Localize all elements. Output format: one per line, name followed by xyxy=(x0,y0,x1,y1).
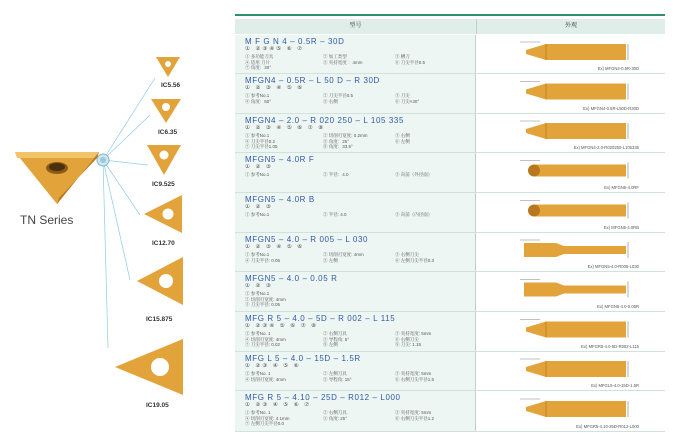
description-item: ⑥ 左侧 xyxy=(395,138,410,144)
description-item: ④ 切削刃宽度: 4mm xyxy=(245,376,286,382)
table-row xyxy=(235,272,665,311)
model-code: MFGN4 – 2.0 – R 020 250 – L 105 335 xyxy=(245,116,405,125)
insert-label-ic19-05: IC19.05 xyxy=(146,402,169,409)
description-item: ③ 刀尖 xyxy=(395,93,410,98)
tool-drawing xyxy=(516,393,636,425)
insert-ic19-05-image xyxy=(114,338,184,396)
description-item: ③ 夹持宽度: 5mm xyxy=(395,331,432,336)
description-item: ② 左侧刀具 xyxy=(323,371,347,376)
header-model: 型号 xyxy=(235,19,477,34)
insert-label-ic12-70: IC12.70 xyxy=(152,240,175,247)
appearance-cell xyxy=(476,352,665,390)
description-item: ③ 向前（内径面） xyxy=(395,212,433,217)
row-divider xyxy=(235,431,665,432)
appearance-cell xyxy=(476,74,665,113)
insert-label-ic6-35: IC6.35 xyxy=(158,129,178,136)
description-item: ② 切削刃宽度: 4mm xyxy=(323,252,364,257)
description-item: ① 参考No.1 xyxy=(245,172,270,177)
description-item: ⑥ 右侧刀尖 xyxy=(395,336,419,342)
code-position-numbers: ① ② ③ xyxy=(245,164,273,170)
appearance-cell xyxy=(476,193,665,232)
table-row xyxy=(235,74,665,113)
code-description xyxy=(245,410,470,427)
description-item: ② 加工类型 xyxy=(323,54,347,59)
description-item: ⑧ 左侧 xyxy=(323,342,338,348)
table-header xyxy=(235,19,665,34)
description-item: ② 刀尖半径0.5 xyxy=(323,93,354,98)
tool-drawing xyxy=(516,116,636,146)
description-item: ⑤ 角度：25° xyxy=(323,138,350,144)
model-cell xyxy=(235,272,476,311)
tool-drawing xyxy=(516,195,636,226)
description-item: ⑤ 角度: 25° xyxy=(323,415,348,421)
description-item: ⑦ 角度：30° xyxy=(245,65,272,71)
insert-label-ic9-525: IC9.525 xyxy=(152,181,175,188)
description-item: ④ 刀尖半径: 0.05 xyxy=(245,257,281,263)
tool-drawing xyxy=(516,235,636,265)
insert-label-ic5-56: IC5.56 xyxy=(161,82,181,89)
code-position-numbers: ① ② ③ ④ ⑤ ⑥ xyxy=(245,85,305,91)
model-code: M F G N 4 – 0.5R – 30D xyxy=(245,37,345,46)
code-description xyxy=(245,93,470,104)
model-cell xyxy=(235,114,476,152)
description-item: ① 多功能刀具 xyxy=(245,54,274,59)
example-code: Ex) MFGN5-4.0-R005-L030 xyxy=(587,264,639,269)
description-item: ③ 向前（外径面） xyxy=(395,172,433,177)
description-item: ⑦ 刀尖半径1.05 xyxy=(245,144,278,150)
code-description xyxy=(245,133,470,150)
code-position-numbers: ① ② ③ ④ ⑤ ⑥ ⑦ ⑧ xyxy=(245,125,326,131)
description-item: ⑨ 刀尖: 1.15 xyxy=(395,342,422,348)
description-item: ① 参考No.1 xyxy=(245,212,270,217)
model-code: MFG R 5 – 4.0 – 5D – R 002 – L 115 xyxy=(245,314,396,323)
model-cell xyxy=(235,312,476,351)
description-item: ⑥ 左侧刀尖半径0.3 xyxy=(395,257,435,263)
description-item: ② 半径：4.0 xyxy=(323,172,349,177)
description-item: ① 参考No.1 xyxy=(245,291,270,296)
description-item: ① 参考No.1 xyxy=(245,252,270,257)
example-code: Ex) MFGN5-4.0RB xyxy=(603,225,639,230)
description-item: ③ 夹持宽度: 5mm xyxy=(395,410,432,415)
insert-ic12-70-image xyxy=(143,194,183,234)
tool-drawing xyxy=(516,354,636,384)
example-code: Ex) MFGN4-0.5R-L50D-R30D xyxy=(583,106,639,111)
model-cell xyxy=(235,153,476,192)
tool-drawing xyxy=(516,76,636,107)
example-code: Ex) MFGR5-4.10-25D-R012-L000 xyxy=(576,424,639,429)
table-row xyxy=(235,233,665,271)
table-row xyxy=(235,391,665,431)
appearance-cell xyxy=(476,272,665,311)
description-item: ⑥ 右侧刀尖半径1.2 xyxy=(395,415,435,421)
insert-label-ic15-875: IC15.875 xyxy=(146,316,173,323)
model-cell xyxy=(235,391,476,431)
code-position-numbers: ① ②③ ④ ⑤ ⑥ ⑦ xyxy=(245,402,312,408)
model-cell xyxy=(235,74,476,113)
model-cell xyxy=(235,233,476,271)
description-item: ③ 右侧 xyxy=(395,133,410,138)
model-cell xyxy=(235,352,476,390)
description-item: ③ 右侧刀尖 xyxy=(395,252,419,257)
model-code: MFGN4 – 0.5R – L 50 D – R 30D xyxy=(245,76,380,85)
code-position-numbers: ① ② ③ ④ ⑤ ⑥ xyxy=(245,244,305,250)
insert-ic15-875-image xyxy=(136,256,184,306)
insert-ic9-525-image xyxy=(146,144,182,176)
description-item: ⑥ 刀尖半径0.5 xyxy=(395,59,426,65)
description-item: ⑦ 刀尖半径: 0.02 xyxy=(245,342,281,348)
description-item: ⑤ 左侧 xyxy=(323,257,338,263)
model-code: MFGN5 – 4.0 – R 005 – L 030 xyxy=(245,235,369,244)
model-code: MFGN5 – 4.0R B xyxy=(245,195,315,204)
appearance-cell xyxy=(476,35,665,73)
code-description xyxy=(245,291,470,308)
table-row xyxy=(235,153,665,192)
appearance-cell xyxy=(476,391,665,431)
table-row xyxy=(235,193,665,232)
description-item: ④ 角度：50° xyxy=(245,98,272,104)
description-item: ① 参考No.1 xyxy=(245,133,270,138)
model-cell xyxy=(235,35,476,73)
model-cell xyxy=(235,193,476,232)
code-position-numbers: ① ②③④ ⑤ ⑥ ⑦ ⑧ xyxy=(245,323,319,329)
tool-drawing xyxy=(516,37,636,67)
description-item: ⑤ 右侧 xyxy=(323,98,338,104)
code-description xyxy=(245,172,470,178)
description-item: ② 切削刃宽度: 4mm xyxy=(245,296,286,302)
description-item: ③ 夹持宽度: 5mm xyxy=(395,371,432,376)
insert-series-panel xyxy=(0,0,232,446)
model-code: MFGN5 – 4.0R F xyxy=(245,155,315,164)
description-item: ④ 适用 刀片 xyxy=(245,59,271,65)
description-item: ③ 槽刀 xyxy=(395,54,410,59)
model-code: MFG R 5 – 4.10 – 25D – R012 – L000 xyxy=(245,393,401,402)
code-position-numbers: ① ②③ ④ ⑤ ⑥ xyxy=(245,363,301,369)
code-position-numbers: ① ② ③ xyxy=(245,283,273,289)
table-row xyxy=(235,312,665,351)
model-code: MFG L 5 – 4.0 – 15D – 1.5R xyxy=(245,354,361,363)
example-code: Ex) MFGN4-2.0-R020250-L105335 xyxy=(573,145,639,150)
description-item: ⑤ 导程角: 5° xyxy=(323,336,350,342)
example-code: Ex) MFGR5-4.0-5D-R002-L115 xyxy=(581,344,639,349)
code-description xyxy=(245,54,470,71)
description-item: ⑤ 夹持宽度 ：4mm xyxy=(323,59,363,65)
description-item: ⑧ 角度：33.5° xyxy=(323,144,353,150)
example-code: Ex) MFGL5-4.0-15D-1.5R xyxy=(591,383,639,388)
example-code: Ex) MFGN5-4.0RF xyxy=(604,185,639,190)
appearance-cell xyxy=(476,233,665,271)
description-item xyxy=(323,302,395,308)
table-top-rule xyxy=(235,14,665,16)
description-item: ⑥ 刀尖×30° xyxy=(395,98,420,104)
insert-ic6-35-image xyxy=(150,98,182,124)
tool-drawing xyxy=(516,155,636,186)
description-item: ① 参考No.1 xyxy=(245,93,270,98)
description-item: ④ 切削刃宽度: 4.1mm xyxy=(245,415,290,421)
tn-insert-image xyxy=(13,148,101,206)
description-item: ① 参考No. 1 xyxy=(245,331,271,336)
tool-drawing xyxy=(516,314,636,345)
table-row xyxy=(235,114,665,152)
code-description xyxy=(245,212,470,218)
code-position-numbers: ① ② ③ xyxy=(245,204,273,210)
description-item: ③ 刀尖半径: 0.05 xyxy=(245,302,281,308)
example-code: Ex) MFGN5-4.0-0.05R xyxy=(597,304,639,309)
code-description xyxy=(245,371,470,382)
code-description xyxy=(245,252,470,263)
insert-ic5-56-image xyxy=(155,56,181,78)
description-item: ⑦ 左侧刀尖半径0.0 xyxy=(245,421,285,427)
code-position-numbers: ① ②③④⑤ ⑥ ⑦ xyxy=(245,46,305,52)
example-code: Ex) MFGN4-0.5R-30D xyxy=(597,66,639,71)
table-row xyxy=(235,352,665,390)
model-code: MFGN5 – 4.0 – 0.05 R xyxy=(245,274,338,283)
code-description xyxy=(245,331,470,348)
series-label: TN Series xyxy=(20,213,74,227)
description-item: ① 参考No. 1 xyxy=(245,371,271,376)
appearance-cell xyxy=(476,312,665,351)
tool-drawing xyxy=(516,274,636,305)
description-item: ② 右侧刀具 xyxy=(323,331,347,336)
description-item: ⑥ 右侧刀尖半径1.5 xyxy=(395,376,435,382)
description-item: ④ 刀尖半径0.2 xyxy=(245,138,276,144)
description-item: ① 参考No. 1 xyxy=(245,410,271,415)
description-item: ② 右侧刀具 xyxy=(323,410,347,415)
description-item xyxy=(323,65,395,71)
description-item: ⑤ 导程角: 15° xyxy=(323,376,352,382)
appearance-cell xyxy=(476,153,665,192)
description-item: ④ 切削刃宽度: 4mm xyxy=(245,336,286,342)
description-item: ② 半径: 4.0 xyxy=(323,212,347,217)
header-appearance: 外观 xyxy=(564,23,577,29)
description-item xyxy=(323,421,395,427)
description-item: ② 切削刃宽度: 0.2mm xyxy=(323,133,368,138)
appearance-cell xyxy=(476,114,665,152)
table-row xyxy=(235,35,665,73)
